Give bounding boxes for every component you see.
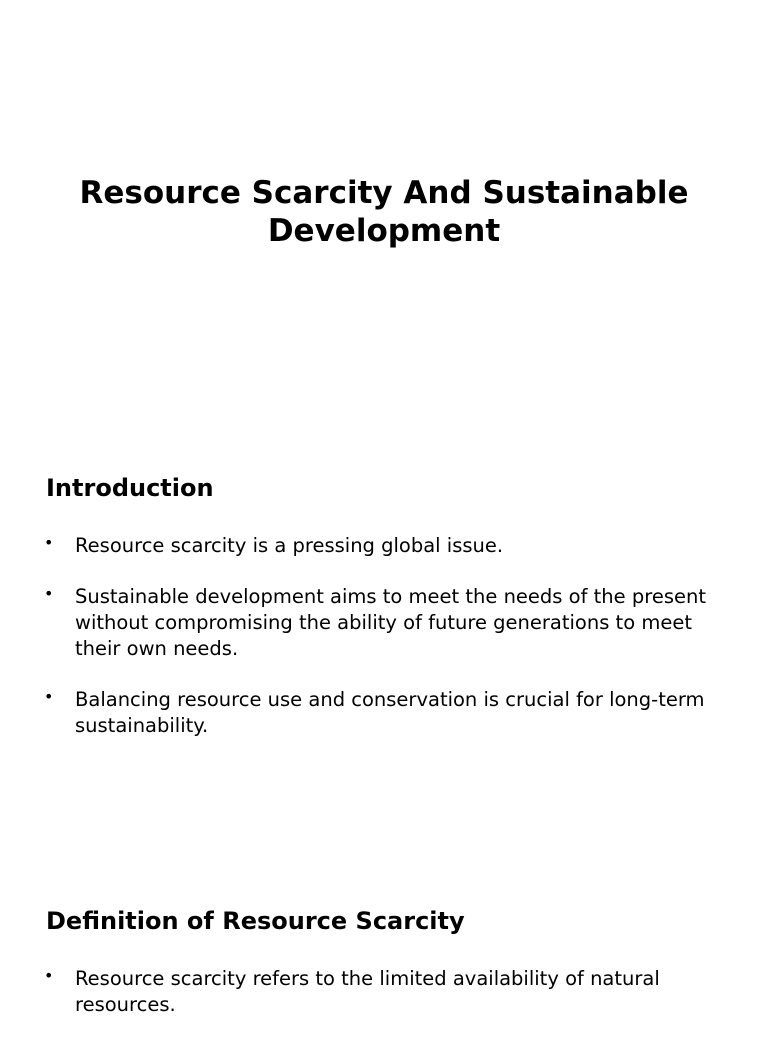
bullet-text: Resource scarcity refers to the limited availability of natural resources. xyxy=(75,967,660,1016)
section-definition xyxy=(46,905,726,1043)
bullet-text: Sustainable development aims to meet the needs of the present without compromising the ability of future generations to meet their own needs. xyxy=(75,585,706,660)
bullet-item xyxy=(46,533,735,559)
page-title: Resource Scarcity And Sustainable Development xyxy=(79,175,689,249)
bullet-dot-icon: • xyxy=(44,584,54,603)
section-introduction xyxy=(46,472,726,764)
bullet-item xyxy=(46,966,735,1018)
bullet-text: Balancing resource use and conservation is crucial for long-term sustainability. xyxy=(75,688,705,737)
section-heading: Introduction xyxy=(46,474,214,502)
bullet-list xyxy=(46,533,726,739)
bullet-item xyxy=(46,584,735,662)
bullet-list xyxy=(46,966,726,1018)
title-slide xyxy=(0,0,768,420)
bullet-text: Resource scarcity is a pressing global issue. xyxy=(75,534,504,557)
bullet-dot-icon: • xyxy=(44,533,54,552)
bullet-dot-icon: • xyxy=(44,966,54,985)
bullet-dot-icon: • xyxy=(44,687,54,706)
section-heading: Definition of Resource Scarcity xyxy=(46,907,465,935)
bullet-item xyxy=(46,687,735,739)
